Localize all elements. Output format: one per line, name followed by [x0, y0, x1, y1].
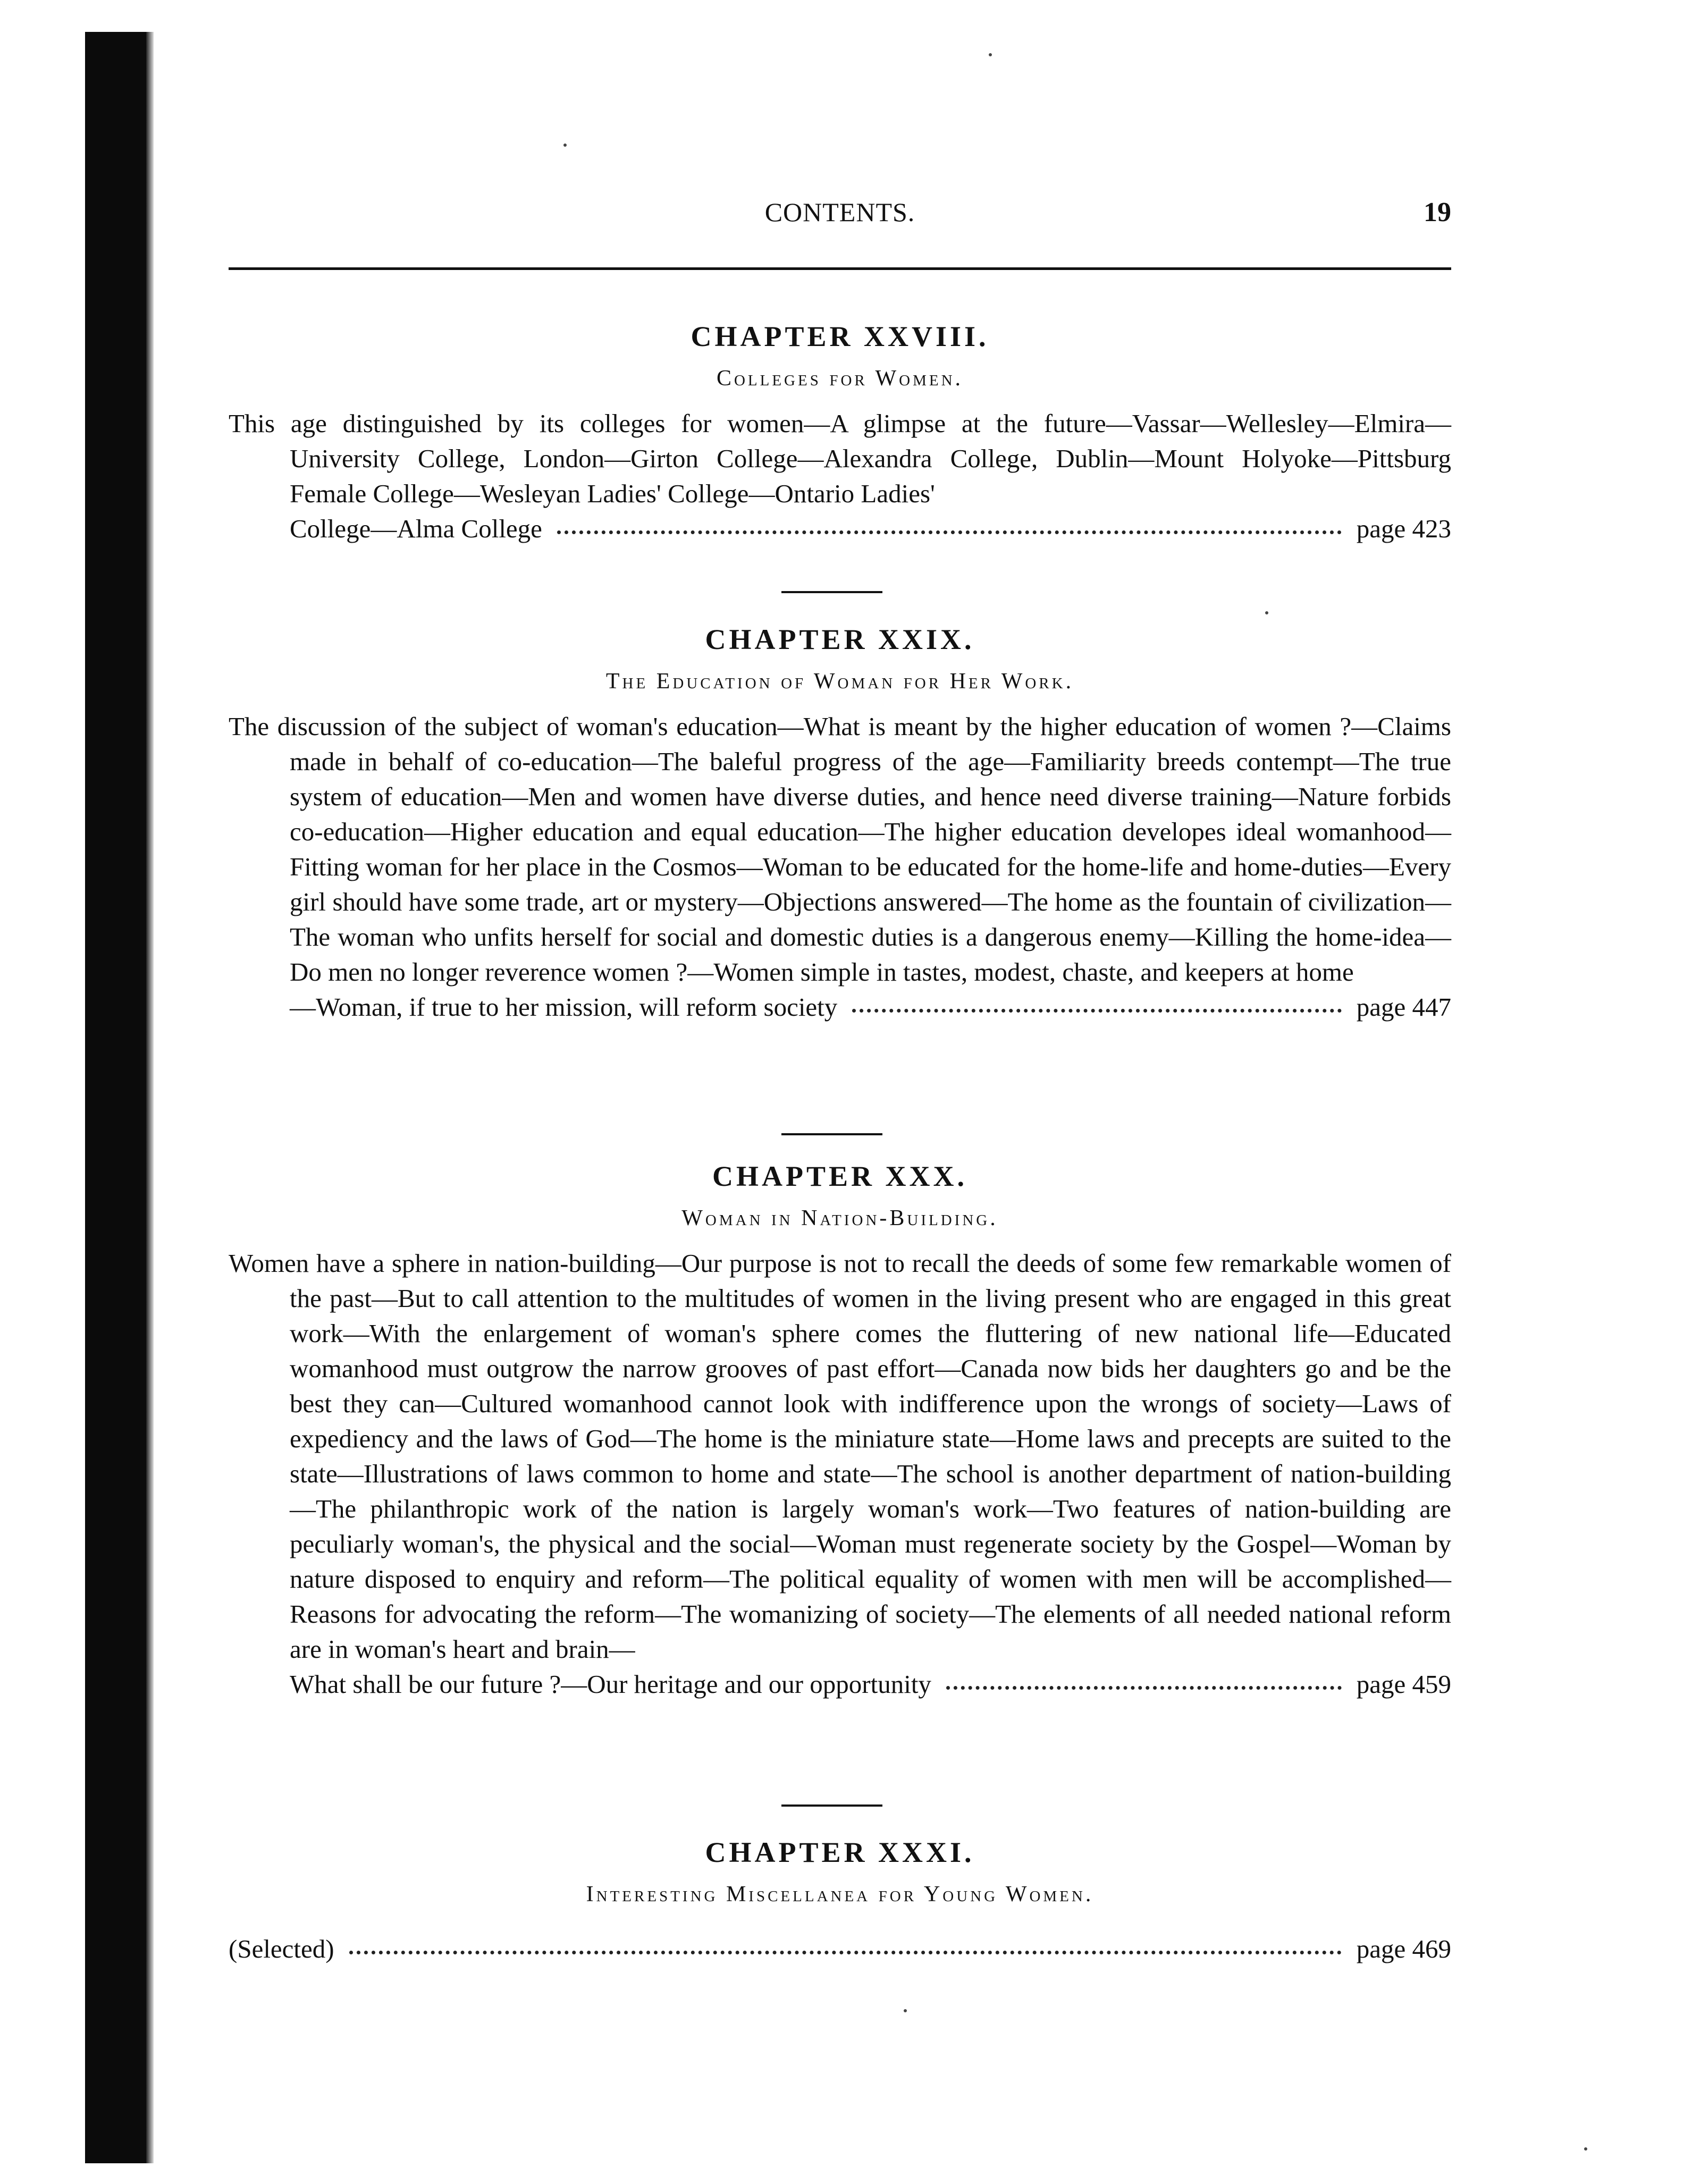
chapter-heading: CHAPTER XXX. [712, 1160, 967, 1192]
summary-last-line: —Woman, if true to her mission, will reform society [290, 992, 838, 1022]
page-header [229, 197, 1451, 239]
chapter-31 [229, 1834, 1451, 1967]
binding-edge [146, 32, 154, 2163]
scan-speck [1265, 611, 1268, 614]
chapter-summary [229, 1246, 1451, 1702]
scan-speck [904, 2009, 907, 2012]
scan-speck [563, 144, 567, 147]
page-reference: page 447 [1356, 992, 1451, 1022]
leader-line [290, 511, 1451, 546]
chapter-heading: CHAPTER XXIX. [705, 623, 975, 655]
chapter-heading: CHAPTER XXVIII. [691, 321, 989, 352]
dot-leader [852, 1001, 1341, 1013]
chapter-subtitle: Colleges for Women. [716, 366, 964, 391]
chapter-heading: CHAPTER XXXI. [705, 1836, 975, 1868]
dot-leader [349, 1943, 1342, 1954]
summary-text: This age distinguished by its colleges for women—A glimpse at the future—Vassar—Wellesley—Elmira—University College, London—Girton College—Alexandra College, Dublin—Mount Holyoke—Pittsburg Female College—Wesleyan Ladies' College—Ontario Ladies' [229, 409, 1451, 508]
page-number: 19 [1424, 197, 1451, 227]
page-reference: page 423 [1356, 514, 1451, 543]
chapter-28 [229, 318, 1451, 546]
summary-text: Women have a sphere in nation-building—Our purpose is not to recall the deeds of some few remarkable women of the past—But to call attention to the multitudes of women in the living present who are engaged in this great work—With the enlargement of woman's sphere comes the fluttering of new national life—Educated womanhood must outgrow the narrow grooves of past effort—Canada now bids her daughters go and be the best they can—Cultured womanhood cannot look with indifference upon the wrongs of society—Laws of expediency and the laws of God—The home is the miniature state—Home laws and precepts are suited to the state—Illustrations of laws common to home and state—The school is another department of nation-building—The philanthropic work of the nation is largely woman's work—Two features of nation-building are peculiarly woman's, the physical and the social—Woman must regenerate society by the Gospel—Woman by nature disposed to enquiry and reform—The political equality of women with men will be accomplished—Reasons for advocating the reform—The womanizing of society—The elements of all needed national reform are in woman's heart and brain— [229, 1249, 1451, 1664]
page-reference: page 459 [1356, 1669, 1451, 1699]
leader-line [229, 1932, 1451, 1967]
leader-line [290, 1667, 1451, 1702]
running-title: CONTENTS. [764, 197, 915, 227]
summary-last-line: College—Alma College [290, 514, 542, 543]
chapter-separator [781, 1804, 882, 1807]
header-rule [229, 267, 1451, 270]
chapter-subtitle: Woman in Nation-Building. [681, 1206, 998, 1230]
summary-text: The discussion of the subject of woman's education—What is meant by the higher education of women ?—Claims made in behalf of co-education—The baleful progress of the age—Familiarity breeds contempt—The true system of education—Men and women have diverse duties, and hence need diverse training—Nature forbids co-education—Higher education and equal education—The higher education developes ideal womanhood—Fitting woman for her place in the Cosmos—Woman to be educated for the home-life and home-duties—Every girl should have some trade, art or mystery—Objections answered—The home as the fountain of civilization—The woman who unfits herself for social and domestic duties is a dangerous enemy—Killing the home-idea—Do men no longer reverence women ?—Women simple in tastes, modest, chaste, and keepers at home [229, 712, 1451, 986]
dot-leader [946, 1679, 1342, 1690]
leader-line [290, 990, 1451, 1025]
summary-last-line: (Selected) [229, 1934, 334, 1963]
chapter-subtitle: The Education of Woman for Her Work. [605, 669, 1074, 694]
chapter-summary [229, 406, 1451, 546]
chapter-separator [781, 1133, 882, 1135]
scan-speck [989, 53, 992, 56]
scan-speck [1584, 2147, 1587, 2151]
chapter-separator [781, 591, 882, 593]
chapter-30 [229, 1158, 1451, 1702]
chapter-subtitle: Interesting Miscellanea for Young Women. [586, 1882, 1094, 1907]
book-binding-shadow [85, 32, 149, 2163]
page-reference: page 469 [1356, 1934, 1451, 1963]
chapter-summary [229, 1932, 1451, 1967]
summary-last-line: What shall be our future ?—Our heritage and our opportunity [290, 1669, 931, 1699]
dot-leader [557, 523, 1342, 534]
chapter-summary [229, 709, 1451, 1025]
chapter-29 [229, 621, 1451, 1025]
